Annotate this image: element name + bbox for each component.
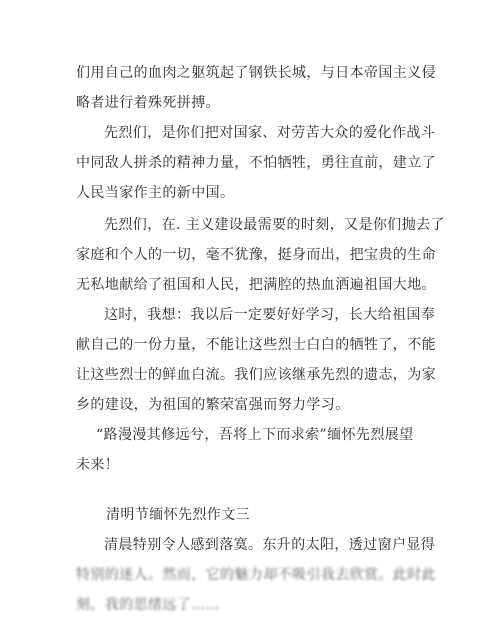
text-line: 特别的迷人。然而，它的魅力却不吸引我去欣赏。此时此 [76,567,436,583]
text-line: 人民当家作主的新中国。 [76,185,235,201]
text-line: 们用自己的血肉之躯筑起了钢铁长城，与日本帝国主义侵 [76,65,436,81]
text-line: 中同敌人拼杀的精神力量，不怕牺牲，勇往直前，建立了 [76,155,436,171]
text-line: 让这些烈士的鲜血白流。我们应该继承先烈的遗志，为家 [76,367,436,383]
text-line: 无私地献给了祖国和人民，把满腔的热血洒遍祖国大地。 [76,277,436,293]
text-line: 清晨特别令人感到落寞。东升的太阳，透过窗户显得 [104,537,436,553]
text-line: 这时，我想：我以后一定要好好学习，长大给祖国奉 [104,307,436,323]
text-line: 献自己的一份力量，不能让这些烈士白白的牺牲了，不能 [76,337,436,353]
text-line: 家庭和个人的一切，毫不犹豫，挺身而出，把宝贵的生命 [76,247,436,263]
text-line: 乡的建设，为祖国的繁荣富强而努力学习。 [76,397,350,413]
text-line: 略者进行着殊死拼搏。 [76,95,220,111]
text-line: 先烈们，在. 主义建设最需要的时刻，又是你们抛去了 [104,217,445,233]
text-line: 未来！ [76,457,120,473]
quote-line: “路漫漫其修远兮，吾将上下而求索”缅怀先烈展望 [96,427,414,443]
section-heading: 清明节缅怀先烈作文三 [106,507,250,523]
text-line: 刻，我的思绪远了…… [76,597,220,613]
text-line: 先烈们，是你们把对国家、对劳苦大众的爱化作战斗 [104,125,436,141]
